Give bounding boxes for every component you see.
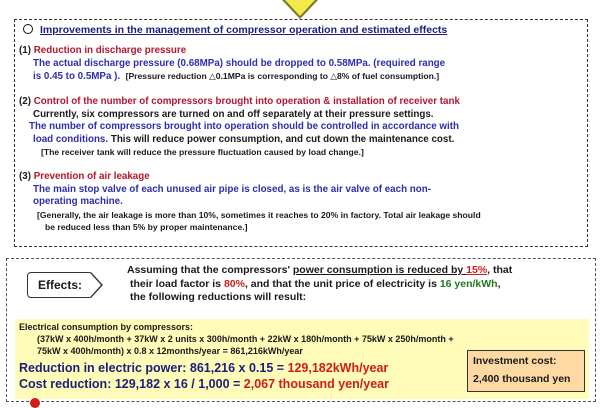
- circle-bullet-icon: [23, 24, 33, 34]
- investment-box: [467, 350, 585, 392]
- section-2-line-1: Currently, six compressors are turned on and off separately at their pressure settings.: [33, 108, 434, 120]
- section-3: [19, 171, 481, 234]
- effects-label: Effects:: [27, 272, 93, 298]
- section-1-line-1: The actual discharge pressure (0.68MPa) should be dropped to 0.58MPa. (required range: [33, 57, 446, 69]
- investment-label: Investment cost:: [473, 355, 557, 367]
- section-1-line-2: is 0.45 to 0.5MPa ). [Pressure reduction △0.1MPa is corresponding to △8% of fuel consumption.]: [33, 71, 440, 82]
- section-3-note-2: be reduced less than 5% by proper maintenance.]: [45, 222, 248, 232]
- section-2-line-3: load conditions. This will reduce power consumption, and cut down the maintenance cost.: [33, 133, 455, 145]
- section-2-heading: (2) Control of the number of compressors brought into operation & installation of receiver tank: [19, 96, 460, 107]
- panel-title: Improvements in the management of compressor operation and estimated effects: [23, 24, 447, 36]
- section-2-note: [The receiver tank will reduce the pressure fluctuation caused by load change.]: [41, 147, 364, 157]
- assumption-text: Assuming that the compressors' power consumption is reduced by 15%, that their load factor is 80%, and that the unit price of electricity is 16 yen/kWh, the following reductions will result:: [127, 264, 513, 303]
- section-1-heading: (1) Reduction in discharge pressure: [19, 45, 187, 56]
- calculation-box: [15, 319, 589, 399]
- section-3-note-1: [Generally, the air leakage is more than 10%, sometimes it reaches to 20% in factory. Total air leakage should: [37, 209, 481, 220]
- section-3-line-1: The main stop valve of each unused air pipe is closed, as is the air valve of each non-: [33, 183, 431, 195]
- section-2: [19, 96, 460, 159]
- calc-formula-1: (37kW x 400h/month + 37kW x 2 units x 300h/month + 22kW x 180h/month + 75kW x 250h/month +: [37, 334, 454, 344]
- section-3-line-2: operating machine.: [33, 196, 123, 207]
- down-arrow-icon: [285, 0, 315, 16]
- calc-formula-2: 75kW x 400h/month) x 0.8 x 12months/year = 861,216kWh/year: [37, 346, 303, 356]
- section-1-note: [Pressure reduction △0.1MPa is corresponding to △8% of fuel consumption.]: [125, 71, 440, 81]
- section-2-line-2: The number of compressors brought into operation should be controlled in accordance with: [29, 121, 460, 132]
- effects-panel: [6, 258, 596, 402]
- calc-title: Electrical consumption by compressors:: [19, 322, 194, 332]
- red-dot-icon: [30, 398, 40, 408]
- reduction-power: Reduction in electric power: 861,216 x 0.15 = 129,182kWh/year: [19, 361, 389, 375]
- section-3-heading: (3) Prevention of air leakage: [19, 171, 150, 182]
- cost-reduction: Cost reduction: 129,182 x 16 / 1,000 = 2,067 thousand yen/year: [19, 377, 389, 391]
- improvements-panel: [14, 19, 588, 247]
- section-1: [19, 45, 445, 84]
- investment-value: 2,400 thousand yen: [473, 373, 571, 385]
